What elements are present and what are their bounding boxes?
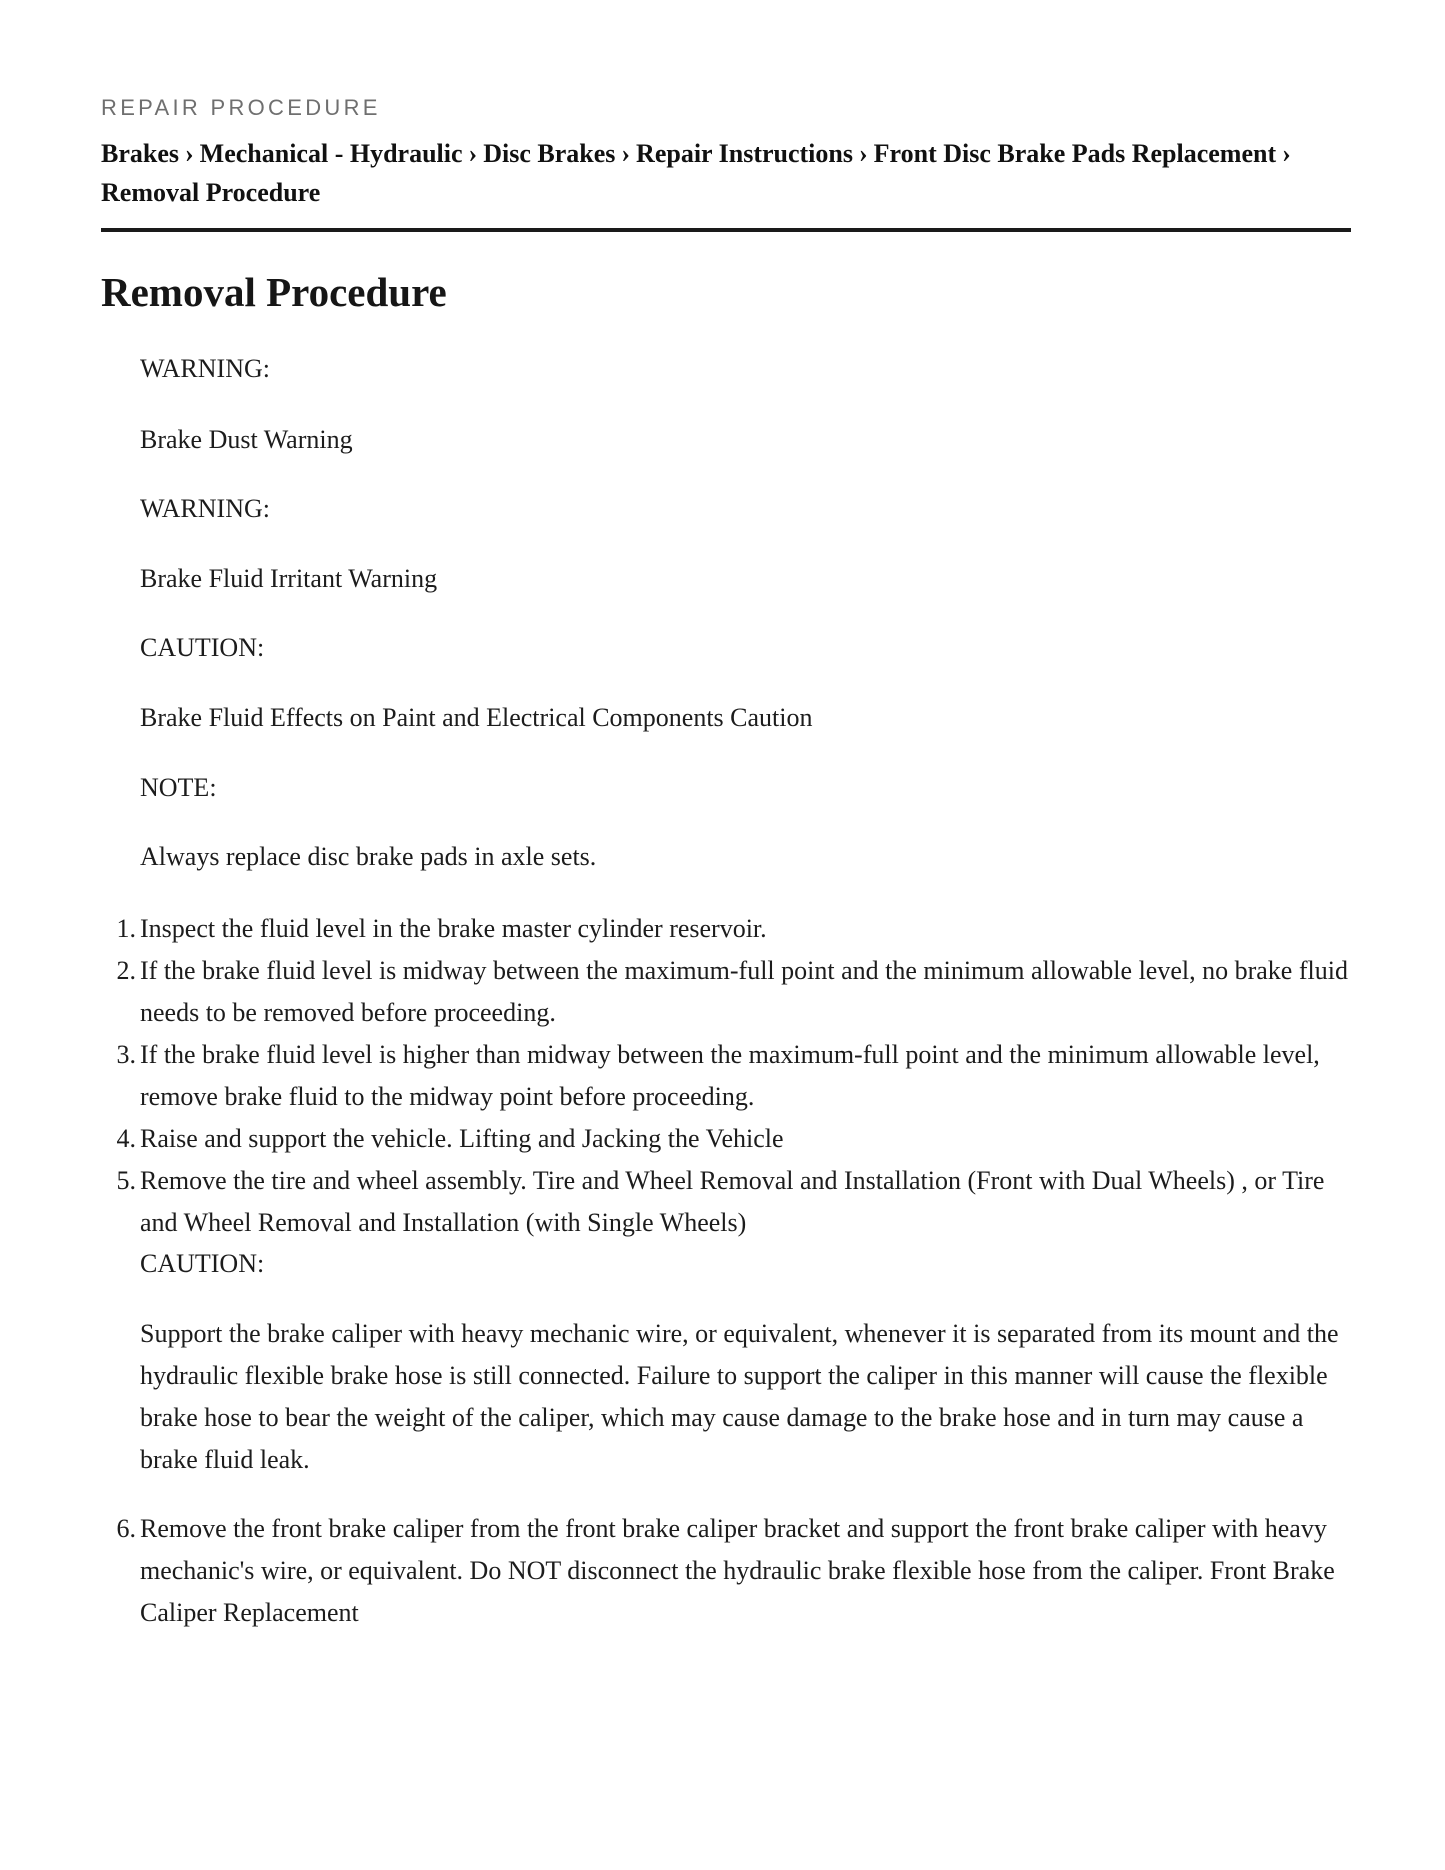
breadcrumb-separator: › — [185, 139, 194, 168]
procedure-step — [116, 1508, 1351, 1634]
step-text: Inspect the fluid level in the brake master cylinder reservoir. — [140, 914, 767, 943]
breadcrumb-item-front-disc-brake-pads-replacement[interactable]: Front Disc Brake Pads Replacement — [873, 139, 1277, 168]
caution-text[interactable]: Brake Fluid Effects on Paint and Electrical Components Caution — [140, 703, 813, 732]
breadcrumb-separator: › — [1282, 139, 1291, 168]
breadcrumb-item-brakes[interactable]: Brakes — [101, 139, 179, 168]
breadcrumb-item-repair-instructions[interactable]: Repair Instructions — [636, 139, 853, 168]
note-text: Always replace disc brake pads in axle sets. — [140, 842, 597, 871]
step-number: 6. — [116, 1514, 136, 1543]
breadcrumb-separator: › — [468, 139, 478, 168]
caution-text: Support the brake caliper with heavy mechanic wire, or equivalent, whenever it is separated from its mount and the hydraulic flexible brake hose is still connected. Failure to support the caliper in this manner will cause the flexible brake hose to bear the weight of the caliper, which may cause damage to the brake hose and in turn may cause a brake fluid leak. — [140, 1319, 1339, 1474]
step5-caution — [140, 1243, 1355, 1481]
step-number: 5. — [116, 1166, 136, 1195]
step-text: If the brake fluid level is higher than midway between the maximum-full point and the minimum allowable level, remove brake fluid to the midway point before proceeding. — [140, 1040, 1320, 1111]
breadcrumb-item-mechanical-hydraulic[interactable]: Mechanical - Hydraulic — [199, 139, 463, 168]
step-number: 1. — [116, 914, 136, 943]
procedure-step — [116, 1118, 1351, 1160]
procedure-step — [116, 908, 1351, 950]
step-number: 2. — [116, 956, 136, 985]
warning-label: WARNING: — [140, 494, 270, 523]
warning-text[interactable]: Brake Fluid Irritant Warning — [140, 564, 438, 593]
procedure-step — [116, 1160, 1351, 1244]
step-number: 3. — [116, 1040, 136, 1069]
warning-text[interactable]: Brake Dust Warning — [140, 425, 353, 454]
caution-label: CAUTION: — [140, 1249, 265, 1278]
caution-label: CAUTION: — [140, 633, 265, 662]
step-text[interactable]: Raise and support the vehicle. Lifting and Jacking the Vehicle — [140, 1124, 784, 1153]
warning-label: WARNING: — [140, 354, 270, 383]
breadcrumb-item-disc-brakes[interactable]: Disc Brakes — [483, 139, 616, 168]
breadcrumb-item-removal-procedure: Removal Procedure — [101, 178, 321, 207]
procedure-steps — [116, 908, 1351, 1244]
page-title: Removal Procedure — [101, 269, 447, 315]
procedure-step — [116, 1034, 1351, 1118]
header-divider — [101, 228, 1351, 232]
procedure-step — [116, 950, 1351, 1034]
breadcrumb — [101, 134, 1351, 212]
section-label: REPAIR PROCEDURE — [101, 95, 381, 120]
breadcrumb-separator: › — [621, 139, 631, 168]
step-number: 4. — [116, 1124, 136, 1153]
step-text: If the brake fluid level is midway between the maximum-full point and the minimum allowable level, no brake fluid needs to be removed before proceeding. — [140, 956, 1348, 1027]
note-label: NOTE: — [140, 773, 217, 802]
step-text[interactable]: Remove the tire and wheel assembly. Tire and Wheel Removal and Installation (Front with Dual Wheels) , or Tire and Wheel Removal and Installation (with Single Wheels) — [140, 1166, 1325, 1237]
breadcrumb-separator: › — [858, 139, 868, 168]
step-text[interactable]: Remove the front brake caliper from the front brake caliper bracket and support the front brake caliper with heavy mechanic's wire, or equivalent. Do NOT disconnect the hydraulic brake flexible hose from the caliper. Front Brake Caliper Replacement — [140, 1514, 1335, 1627]
